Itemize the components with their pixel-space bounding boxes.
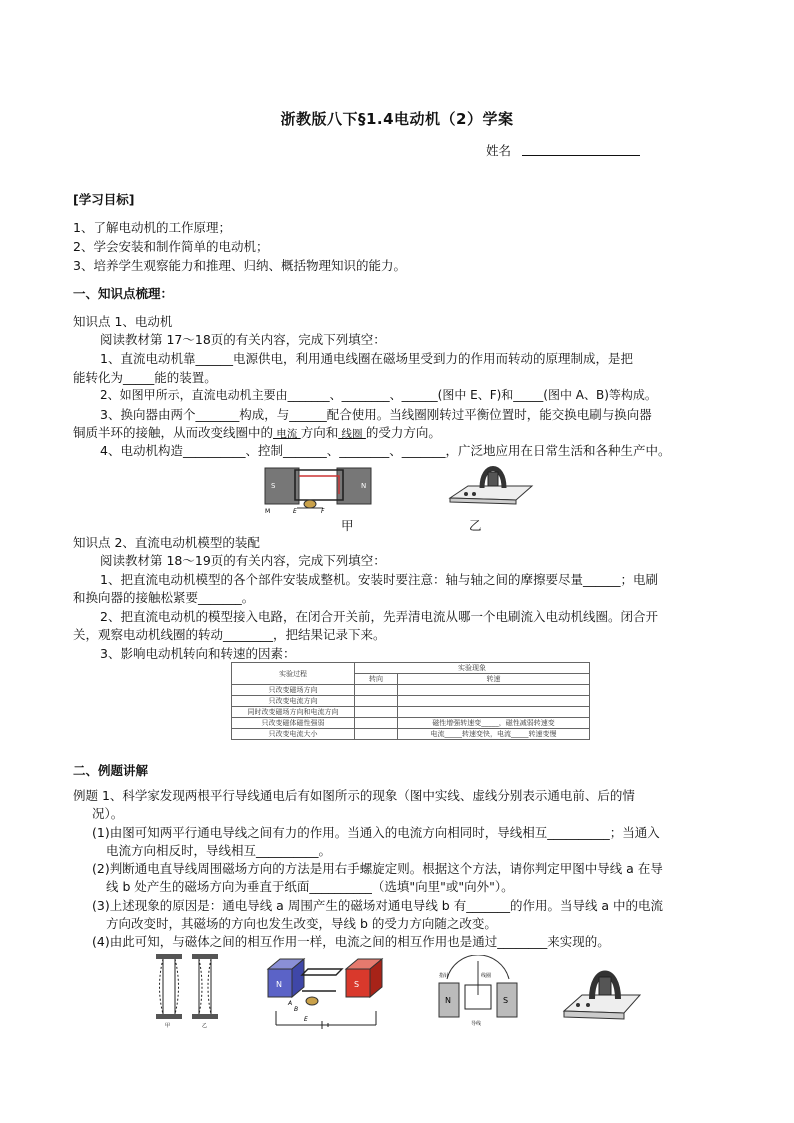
example1-part4: (4)由此可知，与磁体之间的相互作用一样，电流之间的相互作用也是通过________来实现的。 (92, 934, 610, 949)
coil-label: 线圈 (481, 973, 492, 979)
kp1-q3-fill-coil: 线圈 (338, 428, 366, 440)
kp1-q1-cont: 能转化为_____能的装置。 (73, 370, 217, 385)
goal-item: 3、培养学生观察能力和推理、归纳、概括物理知识的能力。 (73, 258, 406, 273)
point-b-label: B (294, 1006, 299, 1013)
header-process: 实验过程 (232, 663, 355, 685)
process-cell: 同时改变磁场方向和电流方向 (232, 707, 355, 718)
speed-cell[interactable] (398, 707, 590, 718)
example1-stem: 例题 1、科学家发现两根平行导线通电后有如图所示的现象（图中实线、虚线分别表示通电前、后的情 (73, 788, 635, 803)
motor-model-image (446, 458, 536, 508)
goals-heading: [学习目标] (73, 192, 135, 207)
kp2-q1: 1、把直流电动机模型的各个部件安装成整机。安装时要注意：轴与轴之间的摩擦要尽量______；电刷 (100, 572, 658, 587)
kp2-q3: 3、影响电动机转向和转速的因素： (100, 646, 296, 661)
table-row (232, 685, 590, 696)
kp2-q2-cont: 关，观察电动机线圈的转动________，把结果记录下来。 (73, 627, 386, 642)
figure-label-jia: 甲 (341, 518, 354, 533)
kp1-q3-post: 的受力方向。 (365, 425, 441, 440)
example1-part3: (3)上述现象的原因是：通电导线 a 周围产生的磁场对通电导线 b 有_______的作用。当导线 a 中的电流 (92, 898, 664, 913)
kp1-q3-pre: 铜质半环的接触，从而改变线圈中的 (73, 425, 274, 440)
example1-part2: (2)判断通电直导线周围磁场方向的方法是用右手螺旋定则。根据这个方法，请你判定甲图中导线 a 在导 (92, 861, 663, 876)
wire-label: 导线 (471, 1021, 482, 1027)
speed-cell[interactable] (398, 685, 590, 696)
goal-item: 1、了解电动机的工作原理； (73, 220, 231, 235)
pointer-label: 指针 (439, 973, 450, 979)
process-cell: 只改变电流大小 (232, 729, 355, 740)
kp2-intro: 阅读教材第 18～19页的有关内容，完成下列填空： (100, 553, 386, 568)
kp2-q1-cont: 和换向器的接触松紧要_______。 (73, 590, 255, 605)
kp2-title: 知识点 2、直流电动机模型的装配 (73, 535, 260, 550)
table-row (232, 696, 590, 707)
process-cell: 只改变磁场方向 (232, 685, 355, 696)
goal-item: 2、学会安装和制作简单的电动机； (73, 239, 269, 254)
parallel-wires-figure (152, 952, 222, 1028)
magnet-s-label: S (271, 482, 276, 490)
direction-cell[interactable] (355, 718, 398, 729)
example1-part1: (1)由图可知两平行通电导线之间有力的作用。当通入的电流方向相同时，导线相互__________；当通入 (92, 825, 660, 840)
direction-cell[interactable] (355, 729, 398, 740)
kp1-intro: 阅读教材第 17～18页的有关内容，完成下列填空： (100, 332, 386, 347)
galvanometer-figure (433, 955, 523, 1027)
section1-heading: 一、知识点梳理： (73, 286, 174, 301)
point-m-label: M (265, 508, 271, 515)
example1-stem-cont: 况）。 (92, 806, 124, 821)
kp2-q2: 2、把直流电动机的模型接入电路，在闭合开关前，先弄清电流从哪一个电刷流入电动机线圈。闭合开 (100, 609, 658, 624)
motor-model-image-2 (560, 955, 642, 1027)
header-phenomenon: 实验现象 (355, 663, 590, 674)
kp1-title: 知识点 1、电动机 (73, 314, 173, 329)
direction-cell[interactable] (355, 696, 398, 707)
speed-cell[interactable]: 电流_____转速变快，电流_____转速变慢 (398, 729, 590, 740)
name-label: 姓名 (486, 143, 512, 158)
direction-cell[interactable] (355, 707, 398, 718)
kp1-q3: 3、换向器由两个_______构成，与______配合使用。当线圈刚转过平衡位置时，能交换电刷与换向器 (100, 407, 652, 422)
speed-cell[interactable]: 磁性增强转速变_____，磁性减弱转速变 (398, 718, 590, 729)
example1-part1-cont: 电流方向相反时，导线相互__________。 (106, 843, 332, 858)
sub-label-yi: 乙 (202, 1023, 208, 1028)
example1-part2-cont: 线 b 处产生的磁场方向为垂直于纸面__________（选填"向里"或"向外"）。 (106, 879, 514, 894)
motor-magnet-figure (266, 955, 384, 1029)
speed-cell[interactable] (398, 696, 590, 707)
process-cell: 只改变磁体磁性强弱 (232, 718, 355, 729)
figure-label-yi: 乙 (469, 518, 482, 533)
sub-label-jia: 甲 (165, 1023, 171, 1028)
table-row (232, 729, 590, 740)
table-row (232, 707, 590, 718)
kp1-q3-mid: 方向和 (300, 425, 339, 440)
magnet-n-label: N (276, 980, 282, 989)
magnet-n-label: N (445, 996, 451, 1005)
magnet-n-label: N (361, 482, 367, 490)
magnet-s-label: S (503, 996, 509, 1005)
point-f-label: F (321, 508, 325, 515)
magnet-s-label: S (354, 980, 360, 989)
experiment-table (231, 662, 590, 740)
point-e-label: E (293, 508, 297, 515)
point-e-label: E (304, 1016, 308, 1023)
page-title: 浙教版八下§1.4电动机（2）学案 (280, 110, 514, 128)
table-row (232, 718, 590, 729)
point-a-label: A (288, 1000, 293, 1007)
kp1-q2: 2、如图甲所示，直流电动机主要由_______、________、______(图中 E、F)和_____(图中 A、B)等构成。 (100, 388, 657, 402)
process-cell: 只改变电流方向 (232, 696, 355, 707)
section2-heading: 二、例题讲解 (73, 763, 149, 778)
kp1-q1: 1、直流电动机靠______电源供电，利用通电线圈在磁场里受到力的作用而转动的原理制成，是把 (100, 351, 633, 366)
header-direction: 转向 (355, 674, 398, 685)
kp1-q4: 4、电动机构造__________、控制_______、________、_______，广泛地应用在日常生活和各种生产中。 (100, 443, 671, 458)
motor-diagram-a (263, 460, 373, 515)
name-field[interactable] (522, 155, 640, 156)
header-speed: 转速 (398, 674, 590, 685)
direction-cell[interactable] (355, 685, 398, 696)
example1-part3-cont: 方向改变时，其磁场的方向也发生改变，导线 b 的受力方向随之改变。 (106, 916, 497, 931)
kp1-q3-fill-current: 电流 (273, 428, 301, 440)
